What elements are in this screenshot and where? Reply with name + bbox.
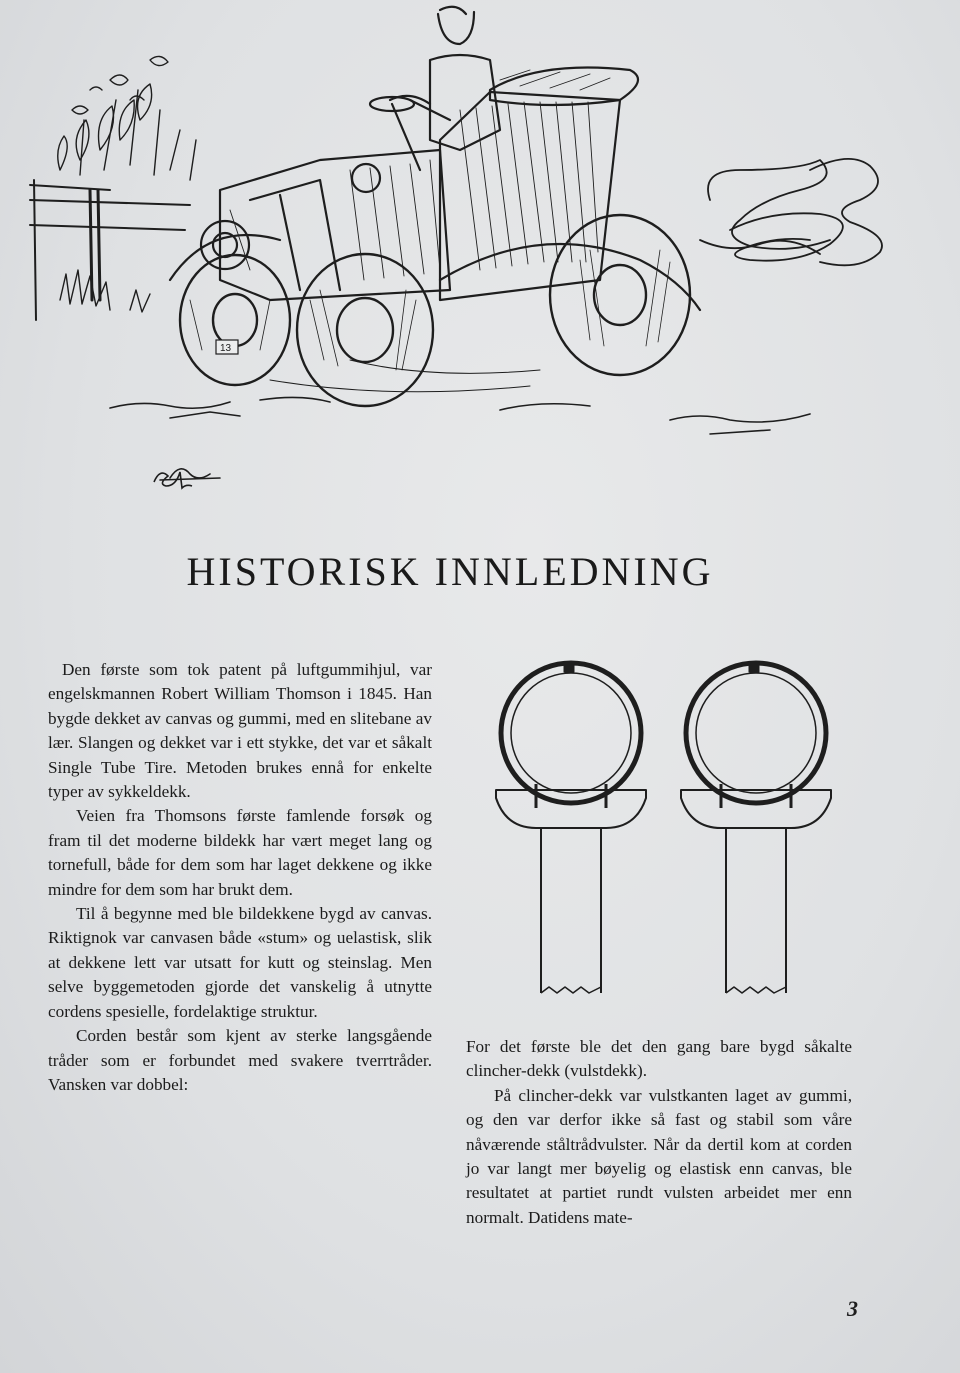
plate-number: 13: [220, 343, 232, 354]
vintage-car-illustration: [20, 0, 940, 500]
tire-diagram-right: [681, 663, 831, 993]
paragraph-1: Den første som tok patent på luftgummihjul, var engelskmannen Robert William Thomson i 1845. Han bygde dekket av canvas og gummi, med en slitebane av lær. Slangen og dekket var i ett stykke, det var et såkalt Single Tube Tire. Metoden brukes ennå for enkelte typer av sykkeldekk.: [48, 660, 432, 802]
tire-diagram-left: [496, 663, 646, 993]
page-number: 3: [847, 1296, 858, 1321]
left-column: [48, 658, 432, 1097]
paragraph-6: På clincher-dekk var vulstkanten laget av gummi, og den var derfor ikke så fast og stabil som våre nåværende ståltrådvulster. Når da dertil kom at corden jo var langt mer bøyelig og elastisk enn canvas, ble resultatet at partiet rundt vulsten arbeidet mer enn normalt. Datidens mate-: [466, 1085, 852, 1227]
paragraph-5: For det første ble det den gang bare bygd såkalte clincher-dekk (vulstdekk).: [466, 1037, 852, 1081]
paragraph-2: Veien fra Thomsons første famlende forsøk og fram til det moderne bildekk har vært meget lang og tornefull, både for dem som har laget dekkene og ikke mindre for dem som har brukt dem.: [48, 806, 432, 899]
page-title: HISTORISK INNLEDNING: [186, 549, 714, 594]
right-column: [466, 1035, 852, 1230]
paragraph-3: Til å begynne med ble bildekkene bygd av canvas. Riktignok var canvasen både «stum» og uelastisk, slik at dekkene lett var utsatt for kutt og steinslag. Men selve byggemetoden gjorde det vanskelig å utnytte cordens spesielle, fordelaktige struktur.: [48, 904, 432, 1021]
clincher-tire-cross-section-diagram: [486, 658, 846, 1008]
paragraph-4: Corden består som kjent av sterke langsgående tråder som er forbundet med svakere tverrtråder. Vansken var dobbel:: [48, 1026, 432, 1094]
